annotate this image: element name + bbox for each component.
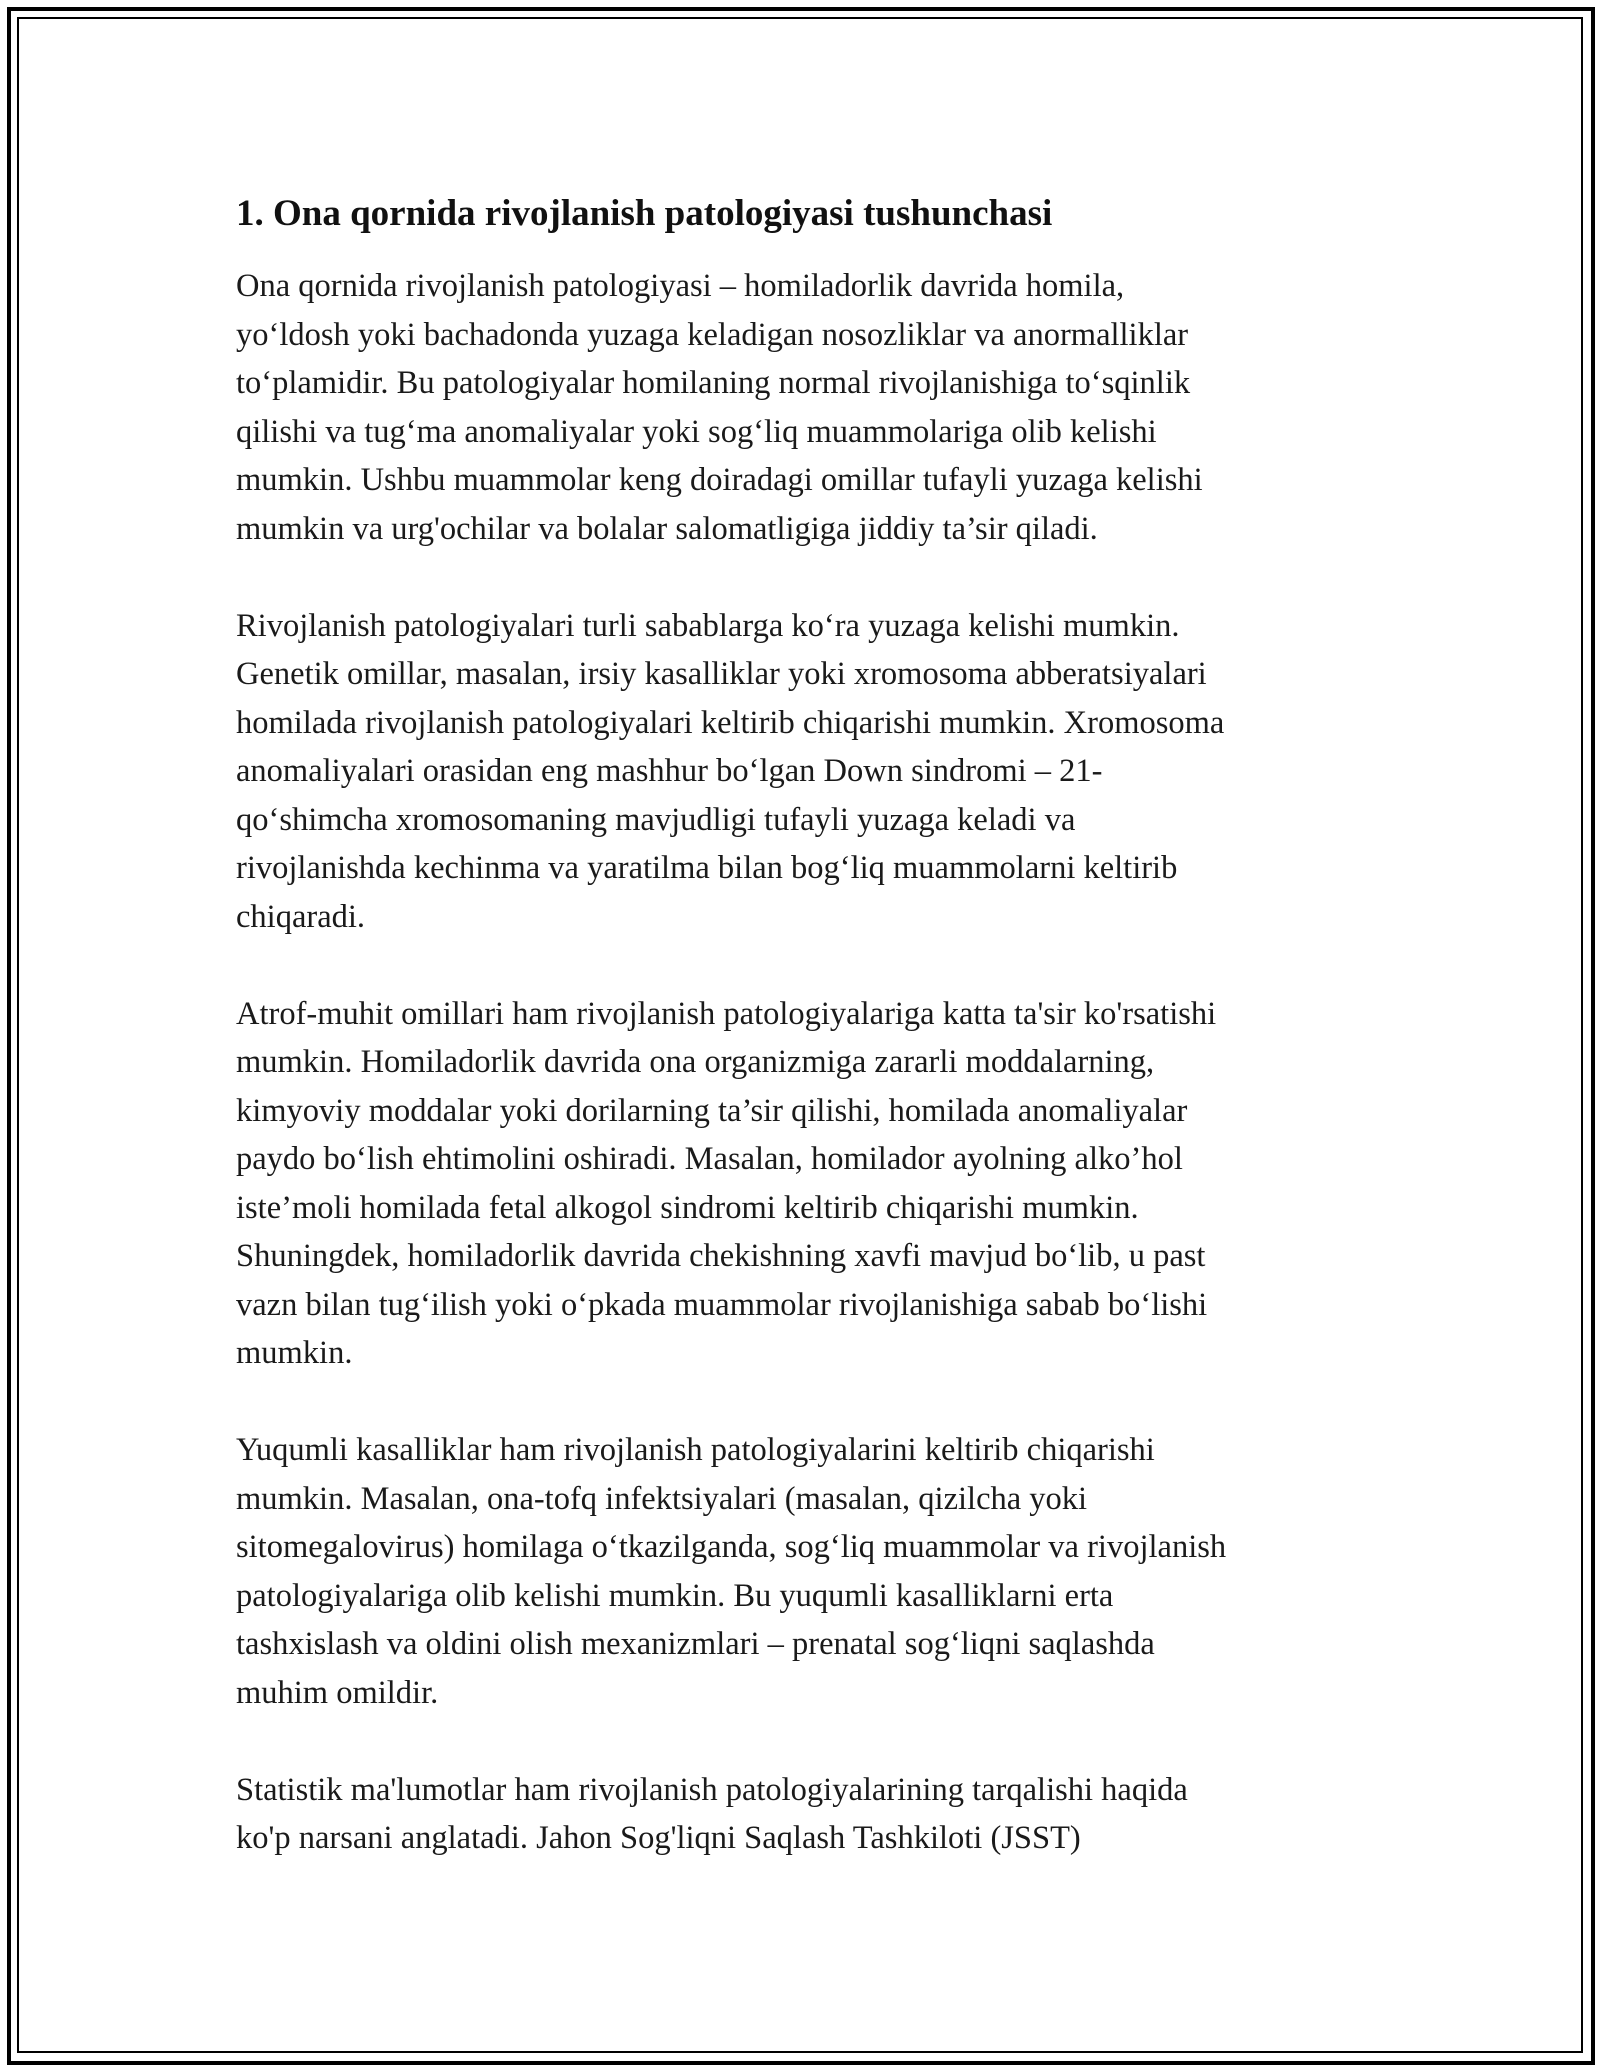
- document-body: [236, 190, 1366, 1911]
- text-line: mumkin. Homiladorlik davrida ona organizmiga zararli moddalarning,: [236, 1044, 1155, 1080]
- text-line: qilishi va tug‘ma anomaliyalar yoki sog‘liq muammolariga olib kelishi: [236, 413, 1157, 450]
- text-line: kimyoviy moddalar yoki dorilarning ta’sir qilishi, homilada anomaliyalar: [236, 1092, 1188, 1129]
- text-line: homilada rivojlanish patologiyalari keltirib chiqarishi mumkin. Xromosoma: [236, 704, 1225, 741]
- text-line: mumkin va urg'ochilar va bolalar salomatligiga jiddiy ta’sir qiladi.: [236, 510, 1098, 547]
- text-line: Ona qornida rivojlanish patologiyasi – homiladorlik davrida homila,: [236, 268, 1125, 304]
- text-line: Statistik ma'lumotlar ham rivojlanish patologiyalarining tarqalishi haqida: [236, 1771, 1188, 1808]
- text-line: Rivojlanish patologiyalari turli sabablarga ko‘ra yuzaga kelishi mumkin.: [236, 607, 1180, 644]
- text-line: paydo bo‘lish ehtimolini oshiradi. Masalan, homilador ayolning alko’hol: [236, 1141, 1183, 1177]
- paragraph-definition: [236, 262, 1366, 553]
- text-line: qo‘shimcha xromosomaning mavjudligi tufayli yuzaga keladi va: [236, 801, 1076, 838]
- text-line: tashxislash va oldini olish mexanizmlari – prenatal sog‘liqni saqlashda: [236, 1626, 1155, 1662]
- text-line: anomaliyalari orasidan eng mashhur bo‘lgan Down sindromi – 21-: [236, 753, 1103, 789]
- text-line: mumkin.: [236, 1335, 353, 1371]
- text-line: chiqaradi.: [236, 898, 366, 935]
- paragraph-statistics: [236, 1766, 1366, 1863]
- text-line: patologiyalariga olib kelishi mumkin. Bu yuqumli kasalliklarni erta: [236, 1577, 1114, 1614]
- text-line: Genetik omillar, masalan, irsiy kasalliklar yoki xromosoma abberatsiyalari: [236, 656, 1207, 692]
- text-line: mumkin. Masalan, ona-tofq infektsiyalari (masalan, qizilcha yoki: [236, 1480, 1088, 1517]
- text-line: to‘plamidir. Bu patologiyalar homilaning normal rivojlanishiga to‘sqinlik: [236, 365, 1191, 401]
- text-line: ko'p narsani anglatadi. Jahon Sog'liqni Saqlash Tashkiloti (JSST): [236, 1820, 1081, 1856]
- text-line: vazn bilan tug‘ilish yoki o‘pkada muammolar rivojlanishiga sabab bo‘lishi: [236, 1286, 1208, 1323]
- text-line: Shuningdek, homiladorlik davrida chekishning xavfi mavjud bo‘lib, u past: [236, 1238, 1206, 1274]
- text-line: Atrof-muhit omillari ham rivojlanish patologiyalariga katta ta'sir ko'rsatishi: [236, 995, 1217, 1032]
- text-line: iste’moli homilada fetal alkogol sindromi keltirib chiqarishi mumkin.: [236, 1189, 1139, 1226]
- paragraph-genetic-factors: [236, 602, 1366, 942]
- text-line: muhim omildir.: [236, 1674, 439, 1711]
- text-line: rivojlanishda kechinma va yaratilma bilan bog‘liq muammolarni keltirib: [236, 850, 1178, 886]
- section-heading: 1. Ona qornida rivojlanish patologiyasi tushunchasi: [236, 193, 1053, 234]
- paragraph-environmental-factors: [236, 990, 1366, 1378]
- text-line: sitomegalovirus) homilaga o‘tkazilganda, sog‘liq muammolar va rivojlanish: [236, 1529, 1227, 1565]
- text-line: mumkin. Ushbu muammolar keng doiradagi omillar tufayli yuzaga kelishi: [236, 462, 1203, 498]
- text-line: yo‘ldosh yoki bachadonda yuzaga keladigan nosozliklar va anormalliklar: [236, 316, 1189, 353]
- paragraph-infectious-diseases: [236, 1426, 1366, 1717]
- text-line: Yuqumli kasalliklar ham rivojlanish patologiyalarini keltirib chiqarishi: [236, 1432, 1155, 1468]
